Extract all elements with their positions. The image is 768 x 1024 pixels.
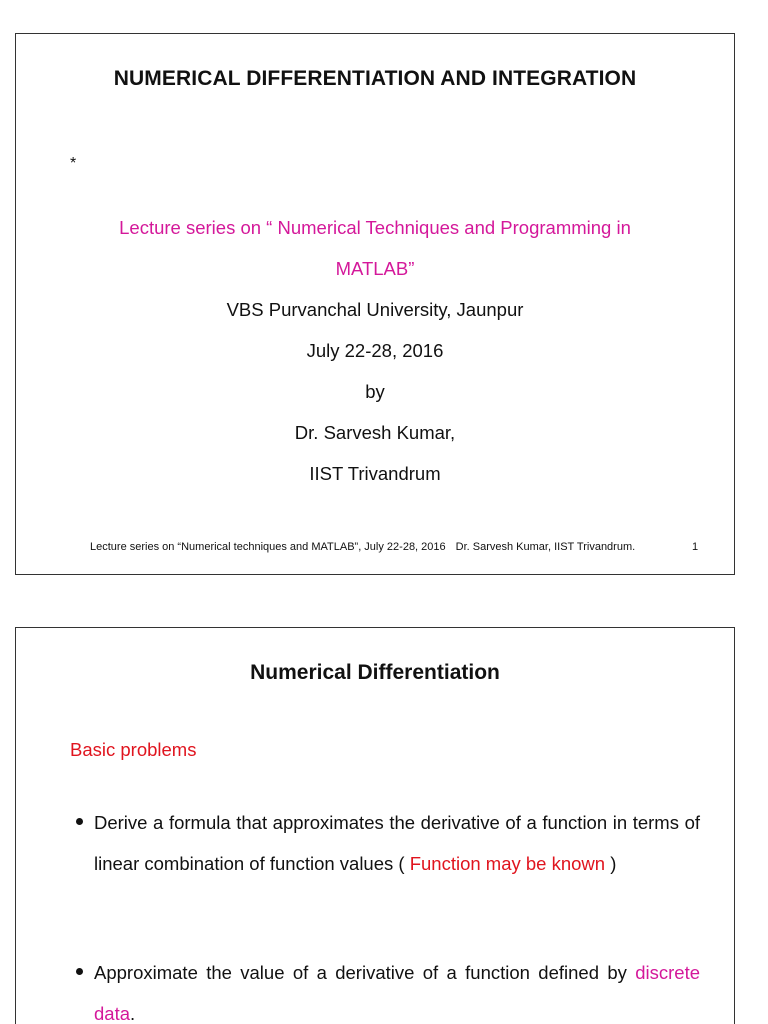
lecture-series-line-1: Lecture series on “ Numerical Techniques and Programming in: [119, 217, 631, 238]
slide-title: Numerical Differentiation: [250, 661, 500, 684]
bullet-text: Derive a formula that approximates the derivative of a function in terms of linear combination of function values ( Function may be known ): [94, 812, 700, 874]
highlight-text: discrete data: [94, 962, 700, 1024]
institute-name: IIST Trivandrum: [309, 463, 441, 484]
slide-2: [15, 627, 735, 1024]
author-name: Dr. Sarvesh Kumar,: [294, 422, 456, 443]
bullet-item: [70, 802, 700, 884]
slide-footer: [90, 541, 699, 553]
by-label: by: [365, 381, 385, 402]
bullet-icon: [76, 968, 83, 975]
highlight-text: Function may be known: [409, 853, 606, 874]
bullet-item: [70, 952, 700, 1024]
footnote-star: *: [70, 155, 77, 172]
lecture-series-line-2: MATLAB”: [335, 258, 415, 279]
page-number: 1: [692, 541, 699, 553]
university-name: VBS Purvanchal University, Jaunpur: [226, 299, 524, 320]
slide-title: NUMERICAL DIFFERENTIATION AND INTEGRATION: [113, 67, 637, 90]
footer-author: Dr. Sarvesh Kumar, IIST Trivandrum.: [455, 541, 636, 553]
bullet-icon: [76, 818, 83, 825]
bullet-text: Approximate the value of a derivative of a function defined by discrete data.: [94, 962, 700, 1024]
lecture-dates: July 22-28, 2016: [306, 340, 444, 361]
slide-1: [15, 33, 735, 575]
footer-series: Lecture series on “Numerical techniques and MATLAB”, July 22-28, 2016: [90, 541, 446, 553]
subheading: Basic problems: [70, 739, 197, 760]
